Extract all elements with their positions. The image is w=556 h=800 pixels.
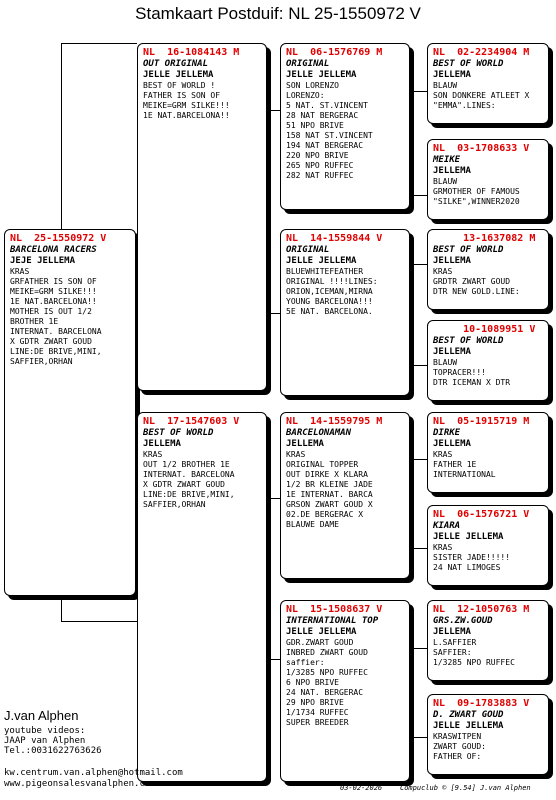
- info-line: 158 NAT ST.VINCENT: [286, 131, 373, 140]
- owner-name: JELLEMA: [433, 256, 471, 266]
- info-line: KRAS: [286, 450, 306, 459]
- owner-name: JELLE JELLEMA: [286, 627, 357, 637]
- ring-number: 13-1637082 M: [433, 233, 536, 244]
- connector-line: [267, 498, 280, 499]
- connector-line: [61, 43, 62, 229]
- info-line: BLAUWE DAME: [286, 520, 339, 529]
- info-line: 28 NAT BERGERAC: [286, 111, 359, 120]
- pigeon-name: ORIGINAL: [286, 59, 330, 69]
- owner-name: JELLE JELLEMA: [143, 70, 214, 80]
- connector-line: [410, 648, 411, 737]
- info-line: 29 NPO BRIVE: [286, 698, 344, 707]
- ring-number: NL 12-1050763 M: [433, 604, 530, 615]
- info-line: 51 NPO BRIVE: [286, 121, 344, 130]
- connector-line: [267, 659, 280, 660]
- info-line: "EMMA".LINES:: [433, 101, 496, 110]
- breeder-name: J.van Alphen: [4, 708, 79, 723]
- owner-name: JELLE JELLEMA: [286, 256, 357, 266]
- ring-number: NL 25-1550972 V: [10, 233, 107, 244]
- paternal-grandmother-card: [280, 229, 410, 396]
- ring-number: NL 06-1576721 V: [433, 509, 530, 520]
- pigeon-name: BARCELONAMAN: [286, 428, 352, 438]
- owner-name: JELLEMA: [433, 166, 471, 176]
- website-url: www.pigeonsalesvanalphen.com: [4, 779, 156, 789]
- owner-name: JELLEMA: [143, 439, 181, 449]
- info-line: X GDTR ZWART GOUD: [10, 337, 92, 346]
- owner-name: JELLE JELLEMA: [433, 532, 504, 542]
- pigeon-name: D. ZWART GOUD: [433, 710, 504, 720]
- info-line: L.SAFFIER: [433, 638, 477, 647]
- info-line: GRDTR ZWART GOUD: [433, 277, 511, 286]
- connector-line: [410, 365, 427, 366]
- info-line: MOTHER IS OUT 1/2: [10, 307, 92, 316]
- info-line: FATHER OF:: [433, 752, 482, 761]
- pigeon-name: BEST OF WORLD: [143, 428, 214, 438]
- pigeon-name: MEIKE: [433, 155, 461, 165]
- info-line: X GDTR ZWART GOUD: [143, 480, 225, 489]
- info-line: GDR.ZWART GOUD: [286, 638, 354, 647]
- info-line: 24 NAT LIMOGES: [433, 563, 501, 572]
- maternal-grandfather-card: [280, 412, 410, 579]
- info-line: OUT DIRKE X KLARA: [286, 470, 368, 479]
- info-line: FATHER 1E: [433, 460, 477, 469]
- info-line: 5E NAT. BARCELONA.: [286, 307, 373, 316]
- ring-number: NL 14-1559844 V: [286, 233, 383, 244]
- connector-line: [410, 91, 427, 92]
- youtube-label: youtube videos:: [4, 726, 86, 736]
- info-line: SAFFIER,ORHAN: [10, 357, 73, 366]
- great-grandparent-card: [427, 412, 549, 493]
- connector-line: [267, 110, 268, 313]
- info-line: saffier:: [286, 658, 325, 667]
- info-line: KRAS: [433, 450, 453, 459]
- info-line: BLAUW: [433, 177, 458, 186]
- owner-name: JELLEMA: [433, 439, 471, 449]
- connector-line: [410, 459, 427, 460]
- info-line: 02.DE BERGERAC X: [286, 510, 364, 519]
- connector-line: [267, 498, 268, 659]
- connector-line: [410, 737, 427, 738]
- info-line: MEIKE=GRM SILKE!!!: [143, 101, 230, 110]
- owner-name: JELLEMA: [286, 439, 324, 449]
- connector-line: [61, 43, 137, 44]
- software-credit: Compuclub © [9.54] J.van Alphen: [400, 784, 531, 792]
- info-line: 1E NAT.BARCELONA!!: [10, 297, 97, 306]
- ring-number: NL 14-1559795 M: [286, 416, 383, 427]
- info-line: LINE:DE BRIVE,MINI,: [10, 347, 102, 356]
- info-line: 24 NAT. BERGERAC: [286, 688, 364, 697]
- info-line: ORIGINAL TOPPER: [286, 460, 359, 469]
- info-line: KRAS: [143, 450, 163, 459]
- connector-line: [410, 195, 427, 196]
- ring-number: NL 17-1547603 V: [143, 416, 240, 427]
- great-grandparent-card: [427, 694, 549, 775]
- ring-number: NL 16-1084143 M: [143, 47, 240, 58]
- great-grandparent-card: [427, 600, 549, 681]
- info-line: GRSON ZWART GOUD X: [286, 500, 373, 509]
- connector-line: [410, 648, 427, 649]
- info-line: DTR NEW GOLD.LINE:: [433, 287, 520, 296]
- info-line: 282 NAT RUFFEC: [286, 171, 354, 180]
- info-line: BLAUW: [433, 81, 458, 90]
- connector-line: [410, 264, 427, 265]
- info-line: GRFATHER IS SON OF: [10, 277, 97, 286]
- info-line: TOPRACER!!!: [433, 368, 486, 377]
- connector-line: [61, 596, 62, 622]
- info-line: "SILKE",WINNER2020: [433, 197, 520, 206]
- info-line: DTR ICEMAN X DTR: [433, 378, 511, 387]
- ring-number: NL 05-1915719 M: [433, 416, 530, 427]
- owner-name: JELLE JELLEMA: [433, 721, 504, 731]
- info-line: 5 NAT. ST.VINCENT: [286, 101, 368, 110]
- email-address: kw.centrum.van.alphen@hotmail.com: [4, 768, 183, 778]
- info-line: LINE:DE BRIVE,MINI,: [143, 490, 235, 499]
- pigeon-name: INTERNATIONAL TOP: [286, 616, 379, 626]
- info-line: SUPER BREEDER: [286, 718, 349, 727]
- pigeon-name: KIARA: [433, 521, 461, 531]
- info-line: SAFFIER,ORHAN: [143, 500, 206, 509]
- info-line: OUT 1/2 BROTHER 1E: [143, 460, 230, 469]
- ring-number: NL 03-1708633 V: [433, 143, 530, 154]
- info-line: MEIKE=GRM SILKE!!!: [10, 287, 97, 296]
- info-line: FATHER IS SON OF: [143, 91, 221, 100]
- pigeon-name: OUT ORIGINAL: [143, 59, 209, 69]
- info-line: SAFFIER:: [433, 648, 472, 657]
- info-line: 1E NAT.BARCELONA!!: [143, 111, 230, 120]
- mother-card: [137, 412, 267, 782]
- youtube-channel: JAAP van Alphen: [4, 736, 86, 746]
- owner-name: JELLEMA: [433, 627, 471, 637]
- phone-number: Tel.:0031622763626: [4, 746, 102, 756]
- info-line: SON LORENZO: [286, 81, 339, 90]
- info-line: 1/3285 NPO RUFFEC: [286, 668, 368, 677]
- pigeon-name: BEST OF WORLD: [433, 336, 504, 346]
- info-line: LORENZO:: [286, 91, 325, 100]
- connector-line: [410, 459, 411, 548]
- great-grandparent-card: [427, 229, 549, 310]
- info-line: ORIGINAL !!!!LINES:: [286, 277, 378, 286]
- info-line: 220 NPO BRIVE: [286, 151, 349, 160]
- connector-line: [410, 548, 427, 549]
- pigeon-name: BARCELONA RACERS: [10, 245, 97, 255]
- maternal-grandmother-card: [280, 600, 410, 782]
- info-line: KRAS: [433, 267, 453, 276]
- info-line: ZWART GOUD:: [433, 742, 486, 751]
- pigeon-name: GRS.ZW.GOUD: [433, 616, 493, 626]
- info-line: INBRED ZWART GOUD: [286, 648, 368, 657]
- info-line: GRMOTHER OF FAMOUS: [433, 187, 520, 196]
- owner-name: JELLEMA: [433, 70, 471, 80]
- great-grandparent-card: [427, 43, 549, 124]
- info-line: ORION,ICEMAN,MIRNA: [286, 287, 373, 296]
- info-line: INTERNATIONAL: [433, 470, 496, 479]
- info-line: 265 NPO RUFFEC: [286, 161, 354, 170]
- info-line: BLUEWHITEFEATHER: [286, 267, 364, 276]
- great-grandparent-card: [427, 505, 549, 586]
- info-line: SISTER JADE!!!!!: [433, 553, 511, 562]
- info-line: KRASWITPEN: [433, 732, 482, 741]
- info-line: 1/2 BR KLEINE JADE: [286, 480, 373, 489]
- info-line: INTERNAT. BARCELONA: [143, 470, 235, 479]
- owner-name: JELLE JELLEMA: [286, 70, 357, 80]
- pigeon-name: BEST OF WORLD: [433, 245, 504, 255]
- owner-name: JELLEMA: [433, 347, 471, 357]
- ring-number: NL 02-2234904 M: [433, 47, 530, 58]
- pigeon-name: BEST OF WORLD: [433, 59, 504, 69]
- info-line: BEST OF WORLD !: [143, 81, 216, 90]
- info-line: BLAUW: [433, 358, 458, 367]
- connector-line: [410, 264, 411, 365]
- info-line: SON DONKERE ATLEET X: [433, 91, 530, 100]
- print-date: 03-02-2026: [340, 784, 383, 792]
- ring-number: NL 06-1576769 M: [286, 47, 383, 58]
- pigeon-name: DIRKE: [433, 428, 461, 438]
- connector-line: [61, 621, 137, 622]
- info-line: BROTHER 1E: [10, 317, 59, 326]
- owner-name: JEJE JELLEMA: [10, 256, 76, 266]
- ring-number: NL 15-1508637 V: [286, 604, 383, 615]
- page-title: Stamkaart Postduif: NL 25-1550972 V: [135, 4, 421, 23]
- info-line: YOUNG BARCELONA!!!: [286, 297, 373, 306]
- connector-line: [410, 91, 411, 195]
- subject-pigeon-card: [4, 229, 136, 596]
- info-line: 6 NPO BRIVE: [286, 678, 339, 687]
- great-grandparent-card: [427, 139, 549, 220]
- info-line: 194 NAT BERGERAC: [286, 141, 364, 150]
- paternal-grandfather-card: [280, 43, 410, 210]
- connector-line: [267, 313, 280, 314]
- info-line: 1/1734 RUFFEC: [286, 708, 349, 717]
- info-line: KRAS: [433, 543, 453, 552]
- father-card: [137, 43, 267, 391]
- info-line: 1E INTERNAT. BARCA: [286, 490, 373, 499]
- info-line: 1/3285 NPO RUFFEC: [433, 658, 515, 667]
- ring-number: 10-1089951 V: [433, 324, 536, 335]
- info-line: KRAS: [10, 267, 30, 276]
- info-line: INTERNAT. BARCELONA: [10, 327, 102, 336]
- great-grandparent-card: [427, 320, 549, 401]
- connector-line: [267, 110, 280, 111]
- ring-number: NL 09-1783883 V: [433, 698, 530, 709]
- pigeon-name: ORIGINAL: [286, 245, 330, 255]
